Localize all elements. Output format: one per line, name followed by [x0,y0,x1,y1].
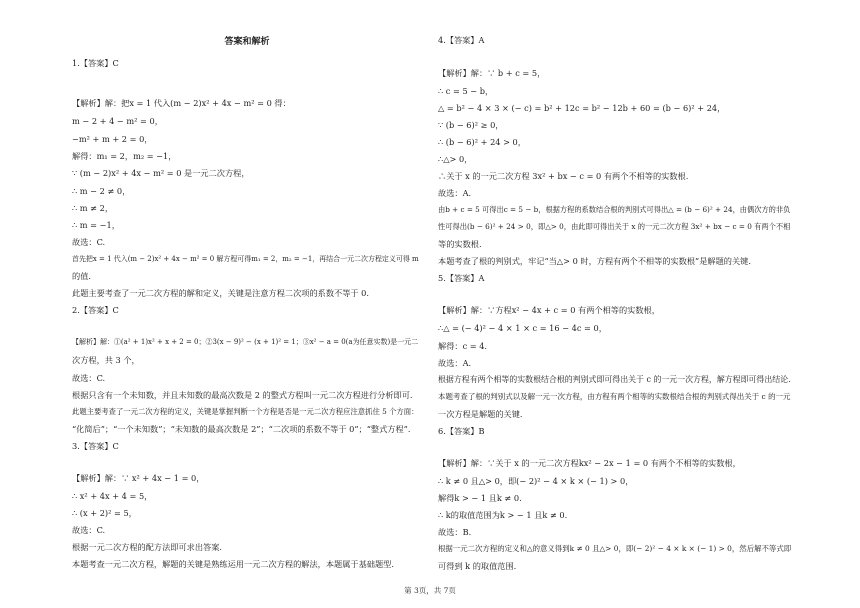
text-line: 解得：m₁ = 2，m₂ = −1， [72,151,177,161]
text-line: ∴ k的取值范围为k > − 1 且k ≠ 0. [438,510,568,520]
text-line: ∴ (x + 2)² = 5， [72,508,137,518]
text-line: 根据一元二次方程的配方法即可求出答案. [72,542,222,552]
text-line: 解得：c = 4. [438,341,488,351]
text-line: 【解析】解：把x = 1 代入(m − 2)x² + 4x − m² = 0 得： [72,98,291,108]
text-line: 根据只含有一个未知数，并且未知数的最高次数是 2 的整式方程叫一元二次方程进行分析即可. [72,390,413,400]
text-line: 【解析】解：①(a² + 1)x² + x + 2 = 0；②3(x − 9)² − (x + 1)² = 1；③x² − a = 0(a为任意实数)是一元二 [72,338,419,346]
text-line: ∴ m = −1， [72,220,120,230]
text-line: 本题考查了根的判别式，牢记“当△> 0 时，方程有两个不相等的实数根”是解题的关键. [438,256,751,266]
text-line: 首先把x = 1 代入(m − 2)x² + 4x − m² = 0 解方程可得m₁ = 2，m₂ = −1，再结合一元二次方程定义可得 m [72,255,419,263]
text-line: 2.【答案】C [72,305,119,315]
text-line: 3.【答案】C [72,441,119,451]
text-line: 解得k > − 1 且k ≠ 0. [438,493,522,503]
text-line: 由b + c = 5 可得出c = 5 − b，根据方程的系数结合根的判别式可得出△ = (b − 6)² + 24，由偶次方的非负 [438,205,791,214]
text-line: ∴关于 x 的一元二次方程 3x² + bx − c = 0 有两个不相等的实数根. [438,171,689,181]
text-line: 【解析】解：∵关于 x 的一元二次方程kx² − 2x − 1 = 0 有两个不相等的实数根， [438,458,741,468]
text-line: 故选：C. [72,373,106,383]
text-line: 4.【答案】A [438,35,485,45]
text-line: ∴ k ≠ 0 且△> 0，即(− 2)² − 4 × k × (− 1) > 0， [438,476,634,486]
text-line: “化简后”；“一个未知数”；“未知数的最高次数是 2”；“二次项的系数不等于 0”；“整式方程”. [72,424,411,434]
text-line: 【解析】解：∵方程x² − 4x + c = 0 有两个相等的实数根， [438,305,660,315]
text-line: ∴△ = (− 4)² − 4 × 1 × c = 16 − 4c = 0， [438,323,607,333]
page-footer: 第 3页，共 7页 [404,586,456,595]
text-line: 本题考查一元二次方程，解题的关键是熟练运用一元二次方程的解法，本题属于基础题型. [72,559,394,569]
text-line: 可得到 k 的取值范围. [438,561,517,571]
text-line: 故选：C. [72,237,106,247]
text-line: 等的实数根. [438,239,482,249]
text-line: 的值. [72,271,91,281]
text-line: ∴△> 0， [438,154,473,164]
text-line: 【解析】解：∵ x² + 4x − 1 = 0， [72,473,205,483]
text-line: 5.【答案】A [438,273,485,283]
text-line: 此题主要考查了一元二次方程的定义，关键是掌握判断一个方程是否是一元二次方程应注意抓住 5 个方面： [72,407,419,416]
text-line: 根据一元二次方程的定义和△的意义得到k ≠ 0 且△> 0，即(− 2)² − 4 × k × (− 1) > 0，然后解不等式即 [438,544,792,553]
text-line: ∴ (b − 6)² + 24 > 0， [438,137,526,147]
text-line: 此题主要考查了一元二次方程的解和定义，关键是注意方程二次项的系数不等于 0. [72,288,369,298]
text-line: △ = b² − 4 × 3 × (− c) = b² + 12c = b² − 12b + 60 = (b − 6)² + 24， [438,103,726,113]
text-line: 故选：C. [72,525,106,535]
text-line: 【解析】解：∵ b + c = 5， [438,68,546,78]
text-line: m − 2 + 4 − m² = 0， [72,116,163,126]
text-line: −m² + m + 2 = 0， [72,134,153,144]
text-line: ∴ x² + 4x + 4 = 5， [72,491,153,501]
text-line: 故选：B. [438,527,472,537]
text-line: ∵ (b − 6)² ≥ 0， [438,120,504,130]
text-line: ∴ m − 2 ≠ 0， [72,186,131,196]
text-line: 6.【答案】B [438,426,485,436]
text-line: ∵ (m − 2)x² + 4x − m² = 0 是一元二次方程， [72,168,250,178]
text-line: 1.【答案】C [72,58,119,68]
text-line: 故选：A. [438,188,472,198]
text-line: 本题考查了根的判别式以及解一元一次方程，由方程有两个相等的实数根结合根的判别式得出关于 c 的一元 [438,392,791,401]
text-line: 性可得出(b − 6)² + 24 > 0，即△> 0，由此即可得出关于 x 的一元二次方程 3x² + bx − c = 0 有两个不相 [438,222,791,231]
page-title: 答案和解析 [224,37,270,47]
text-line: 故选：A. [438,358,472,368]
text-line: 一次方程是解题的关键. [438,409,523,419]
text-line: ∴ m ≠ 2， [72,203,114,213]
text-line: ∴ c = 5 − b， [438,86,494,96]
text-line: 次方程，共 3 个， [72,355,140,365]
text-line: 根据方程有两个相等的实数根结合根的判别式即可得出关于 c 的一元一次方程，解方程即可得出结论. [438,375,791,384]
